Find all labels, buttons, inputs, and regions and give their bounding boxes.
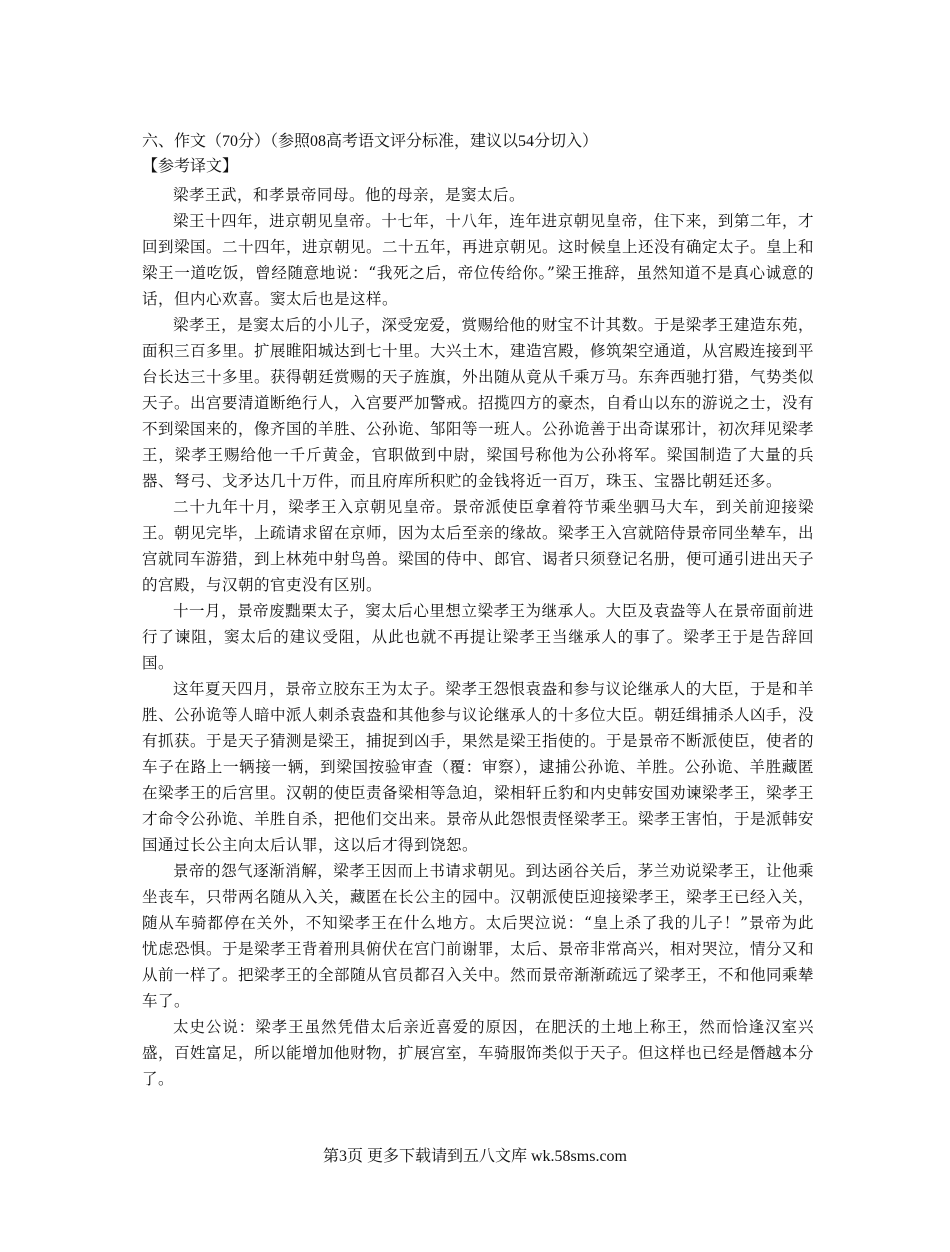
paragraph-5: 十一月，景帝废黜栗太子，窦太后心里想立梁孝王为继承人。大臣及袁盎等人在景帝面前进行了谏阻，窦太后的建议受阻，从此也就不再提让梁孝王当继承人的事了。梁孝王于是告辞回国。	[142, 602, 814, 672]
paragraph-2: 梁王十四年，进京朝见皇帝。十七年，十八年，连年进京朝见皇帝，住下来，到第二年，才回到梁国。二十四年，进京朝见。二十五年，再进京朝见。这时候皇上还没有确定太子。皇上和梁王一道吃饭，曾经随意地说：“我死之后，帝位传给你。”梁王推辞，虽然知道不是真心诚意的话，但内心欢喜。窦太后也是这样。	[142, 212, 815, 308]
paragraph-6: 这年夏天四月，景帝立胶东王为太子。梁孝王怨恨袁盎和参与议论继承人的大臣，于是和羊胜、公孙诡等人暗中派人刺杀袁盎和其他参与议论继承人的十多位大臣。朝廷缉捕杀人凶手，没有抓获。于是天子猜测是梁王，捕捉到凶手，果然是梁王指使的。于是景帝不断派使臣，使者的车子在路上一辆接一辆，到梁国按验审查（覆：审察），逮捕公孙诡、羊胜。公孙诡、羊胜藏匿在梁孝王的后宫里。汉朝的使臣责备梁相等急迫，梁相轩丘豹和内史韩安国劝谏梁孝王，梁孝王才命令公孙诡、羊胜自杀，把他们交出来。景帝从此怨恨责怪梁孝王。梁孝王害怕，于是派韩安国通过长公主向太后认罪，这以后才得到饶恕。	[142, 680, 815, 854]
paragraph-1: 梁孝王武，和孝景帝同母。他的母亲，是窦太后。	[173, 186, 526, 204]
paragraph-8: 太史公说：梁孝王虽然凭借太后亲近喜爱的原因，在肥沃的土地上称王，然而恰逢汉室兴盛，百姓富足，所以能增加他财物，扩展宫室，车骑服饰类似于天子。但这样也已经是僭越本分了。	[142, 1018, 815, 1088]
paragraph-7: 景帝的怨气逐渐消解，梁孝王因而上书请求朝见。到达函谷关后，茅兰劝说梁孝王，让他乘坐丧车，只带两名随从入关，藏匿在长公主的园中。汉朝派使臣迎接梁孝王，梁孝王已经入关，随从车骑都停在关外，不知梁孝王在什么地方。太后哭泣说：“皇上杀了我的儿子！”景帝为此忧虑恐惧。于是梁孝王背着刑具俯伏在宫门前谢罪，太后、景帝非常高兴，相对哭泣，情分又和从前一样了。把梁孝王的全部随从官员都召入关中。然而景帝渐渐疏远了梁孝王，不和他同乘辇车了。	[142, 862, 815, 1010]
paragraph-4: 二十九年十月，梁孝王入京朝见皇帝。景帝派使臣拿着符节乘坐驷马大车，到关前迎接梁王。朝见完毕，上疏请求留在京师，因为太后至亲的缘故。梁孝王入宫就陪侍景帝同坐辇车，出宫就同车游猎，到上林苑中射鸟兽。梁国的侍中、郎官、谒者只须登记名册，便可通引进出天子的宫殿，与汉朝的官吏没有区别。	[142, 498, 815, 594]
page-footer: 第3页 更多下载请到五八文库 wk.58sms.com	[322, 1148, 627, 1165]
section-heading: 六、作文（70分）（参照08高考语文评分标准，建议以54分切入）	[142, 133, 599, 150]
document-body	[142, 130, 814, 1092]
reference-translation-heading: 【参考译文】	[142, 156, 239, 175]
paragraph-3: 梁孝王，是窦太后的小儿子，深受宠爱，赏赐给他的财宝不计其数。于是梁孝王建造东苑，面积三百多里。扩展睢阳城达到七十里。大兴土木，建造宫殿，修筑架空通道，从宫殿连接到平台长达三十多里。获得朝廷赏赐的天子旌旗，外出随从竟从千乘万马。东奔西驰打猎，气势类似天子。出宫要清道断绝行人，入宫要严加警戒。招揽四方的豪杰，自肴山以东的游说之士，没有不到梁国来的，像齐国的羊胜、公孙诡、邹阳等一班人。公孙诡善于出奇谋邪计，初次拜见梁孝王，梁孝王赐给他一千斤黄金，官职做到中尉，梁国号称他为公孙将军。梁国制造了大量的兵器、弩弓、戈矛达几十万件，而且府库所积贮的金钱将近一百万，珠玉、宝器比朝廷还多。	[142, 316, 815, 490]
